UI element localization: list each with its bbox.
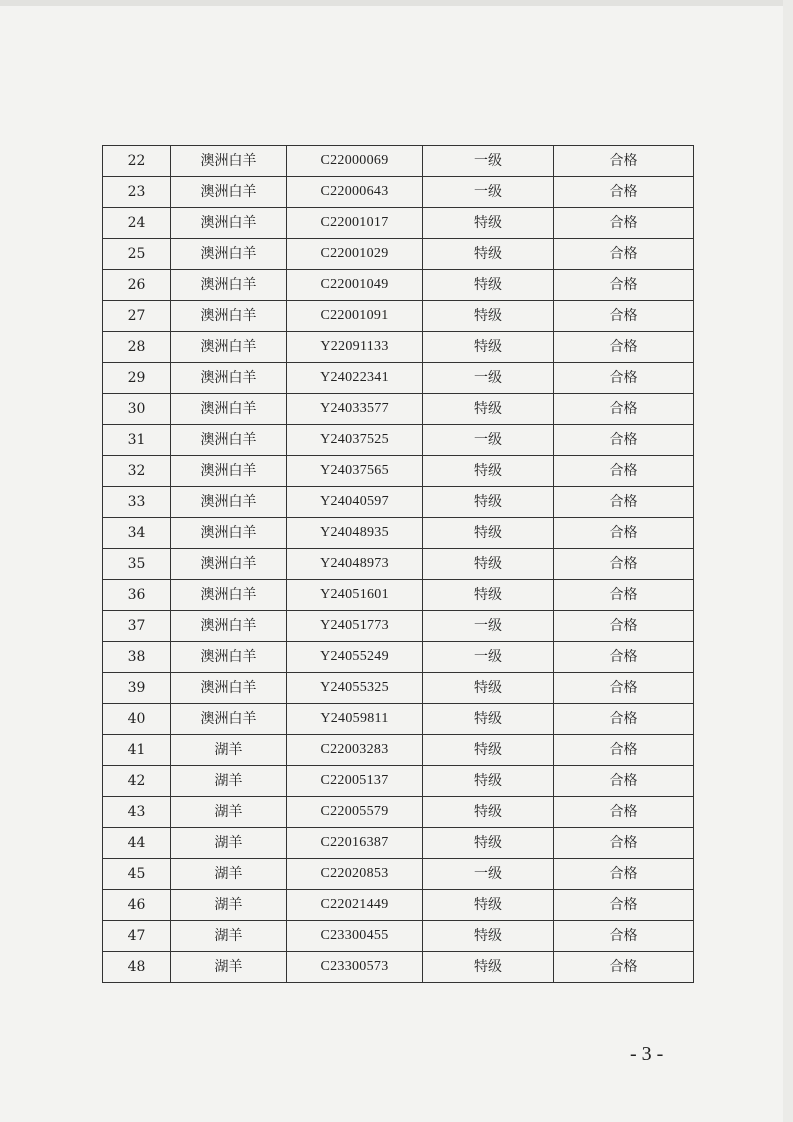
sheep-id-cell: C22001017 bbox=[287, 208, 423, 239]
sheep-id-cell: C22001091 bbox=[287, 301, 423, 332]
breed-cell: 澳洲白羊 bbox=[171, 239, 287, 270]
grade-cell: 特级 bbox=[423, 394, 554, 425]
table-row bbox=[103, 797, 694, 828]
page-number: - 3 - bbox=[630, 1043, 664, 1065]
grade-cell: 特级 bbox=[423, 797, 554, 828]
table-row bbox=[103, 735, 694, 766]
grade-cell: 特级 bbox=[423, 735, 554, 766]
sheep-grading-table bbox=[102, 145, 694, 983]
table-row bbox=[103, 301, 694, 332]
row-number-cell: 41 bbox=[103, 735, 171, 766]
grade-cell: 特级 bbox=[423, 549, 554, 580]
row-number-cell: 23 bbox=[103, 177, 171, 208]
breed-cell: 澳洲白羊 bbox=[171, 332, 287, 363]
row-number-cell: 27 bbox=[103, 301, 171, 332]
table-row bbox=[103, 704, 694, 735]
breed-cell: 澳洲白羊 bbox=[171, 208, 287, 239]
result-cell: 合格 bbox=[554, 673, 694, 704]
row-number-cell: 44 bbox=[103, 828, 171, 859]
row-number-cell: 26 bbox=[103, 270, 171, 301]
grade-cell: 特级 bbox=[423, 518, 554, 549]
row-number-cell: 28 bbox=[103, 332, 171, 363]
breed-cell: 澳洲白羊 bbox=[171, 177, 287, 208]
breed-cell: 澳洲白羊 bbox=[171, 301, 287, 332]
breed-cell: 湖羊 bbox=[171, 828, 287, 859]
row-number-cell: 47 bbox=[103, 921, 171, 952]
grade-cell: 特级 bbox=[423, 704, 554, 735]
result-cell: 合格 bbox=[554, 332, 694, 363]
breed-cell: 湖羊 bbox=[171, 735, 287, 766]
grade-cell: 特级 bbox=[423, 487, 554, 518]
grade-cell: 特级 bbox=[423, 673, 554, 704]
table-row bbox=[103, 642, 694, 673]
result-cell: 合格 bbox=[554, 580, 694, 611]
grade-cell: 一级 bbox=[423, 611, 554, 642]
grade-cell: 一级 bbox=[423, 859, 554, 890]
grade-cell: 特级 bbox=[423, 301, 554, 332]
table-row bbox=[103, 673, 694, 704]
result-cell: 合格 bbox=[554, 394, 694, 425]
row-number-cell: 25 bbox=[103, 239, 171, 270]
grade-cell: 特级 bbox=[423, 456, 554, 487]
table-row bbox=[103, 766, 694, 797]
breed-cell: 澳洲白羊 bbox=[171, 673, 287, 704]
grade-cell: 特级 bbox=[423, 580, 554, 611]
table-row bbox=[103, 177, 694, 208]
table-row bbox=[103, 487, 694, 518]
grade-cell: 一级 bbox=[423, 177, 554, 208]
grade-cell: 特级 bbox=[423, 766, 554, 797]
breed-cell: 湖羊 bbox=[171, 766, 287, 797]
result-cell: 合格 bbox=[554, 363, 694, 394]
breed-cell: 澳洲白羊 bbox=[171, 487, 287, 518]
result-cell: 合格 bbox=[554, 611, 694, 642]
row-number-cell: 24 bbox=[103, 208, 171, 239]
result-cell: 合格 bbox=[554, 766, 694, 797]
result-cell: 合格 bbox=[554, 828, 694, 859]
row-number-cell: 39 bbox=[103, 673, 171, 704]
row-number-cell: 29 bbox=[103, 363, 171, 394]
table-row bbox=[103, 425, 694, 456]
breed-cell: 澳洲白羊 bbox=[171, 549, 287, 580]
grade-cell: 一级 bbox=[423, 642, 554, 673]
result-cell: 合格 bbox=[554, 549, 694, 580]
page-right-edge bbox=[783, 0, 793, 1122]
breed-cell: 澳洲白羊 bbox=[171, 270, 287, 301]
result-cell: 合格 bbox=[554, 177, 694, 208]
grade-cell: 特级 bbox=[423, 332, 554, 363]
result-cell: 合格 bbox=[554, 518, 694, 549]
sheep-id-cell: C22000069 bbox=[287, 146, 423, 177]
row-number-cell: 45 bbox=[103, 859, 171, 890]
sheep-id-cell: Y24055325 bbox=[287, 673, 423, 704]
grade-cell: 特级 bbox=[423, 921, 554, 952]
row-number-cell: 42 bbox=[103, 766, 171, 797]
grade-cell: 一级 bbox=[423, 425, 554, 456]
sheep-id-cell: Y24037565 bbox=[287, 456, 423, 487]
table-row bbox=[103, 921, 694, 952]
table-row bbox=[103, 456, 694, 487]
sheep-id-cell: Y24037525 bbox=[287, 425, 423, 456]
grade-cell: 特级 bbox=[423, 890, 554, 921]
row-number-cell: 36 bbox=[103, 580, 171, 611]
result-cell: 合格 bbox=[554, 859, 694, 890]
table-row bbox=[103, 518, 694, 549]
table-row bbox=[103, 580, 694, 611]
row-number-cell: 37 bbox=[103, 611, 171, 642]
result-cell: 合格 bbox=[554, 487, 694, 518]
breed-cell: 澳洲白羊 bbox=[171, 394, 287, 425]
row-number-cell: 48 bbox=[103, 952, 171, 983]
result-cell: 合格 bbox=[554, 952, 694, 983]
table-row bbox=[103, 270, 694, 301]
table-row bbox=[103, 828, 694, 859]
result-cell: 合格 bbox=[554, 270, 694, 301]
sheep-id-cell: C22001049 bbox=[287, 270, 423, 301]
sheep-id-cell: C22020853 bbox=[287, 859, 423, 890]
table-row bbox=[103, 332, 694, 363]
breed-cell: 湖羊 bbox=[171, 859, 287, 890]
result-cell: 合格 bbox=[554, 735, 694, 766]
grade-cell: 一级 bbox=[423, 146, 554, 177]
result-cell: 合格 bbox=[554, 642, 694, 673]
breed-cell: 澳洲白羊 bbox=[171, 456, 287, 487]
sheep-id-cell: C23300455 bbox=[287, 921, 423, 952]
grade-cell: 特级 bbox=[423, 239, 554, 270]
breed-cell: 澳洲白羊 bbox=[171, 363, 287, 394]
grade-cell: 特级 bbox=[423, 952, 554, 983]
sheep-id-cell: Y24051601 bbox=[287, 580, 423, 611]
breed-cell: 湖羊 bbox=[171, 797, 287, 828]
sheep-id-cell: C23300573 bbox=[287, 952, 423, 983]
sheep-id-cell: Y24048973 bbox=[287, 549, 423, 580]
sheep-id-cell: Y24048935 bbox=[287, 518, 423, 549]
breed-cell: 澳洲白羊 bbox=[171, 611, 287, 642]
breed-cell: 湖羊 bbox=[171, 890, 287, 921]
grade-cell: 特级 bbox=[423, 270, 554, 301]
result-cell: 合格 bbox=[554, 456, 694, 487]
result-cell: 合格 bbox=[554, 704, 694, 735]
table-body bbox=[103, 146, 694, 983]
sheep-id-cell: C22005579 bbox=[287, 797, 423, 828]
table-row bbox=[103, 363, 694, 394]
sheep-id-cell: Y24022341 bbox=[287, 363, 423, 394]
result-cell: 合格 bbox=[554, 890, 694, 921]
table-row bbox=[103, 549, 694, 580]
breed-cell: 澳洲白羊 bbox=[171, 704, 287, 735]
result-cell: 合格 bbox=[554, 301, 694, 332]
result-cell: 合格 bbox=[554, 146, 694, 177]
table-row bbox=[103, 611, 694, 642]
row-number-cell: 34 bbox=[103, 518, 171, 549]
row-number-cell: 38 bbox=[103, 642, 171, 673]
sheep-id-cell: Y22091133 bbox=[287, 332, 423, 363]
page-top-edge bbox=[0, 0, 793, 6]
row-number-cell: 40 bbox=[103, 704, 171, 735]
sheep-id-cell: Y24059811 bbox=[287, 704, 423, 735]
row-number-cell: 32 bbox=[103, 456, 171, 487]
sheep-id-cell: Y24040597 bbox=[287, 487, 423, 518]
row-number-cell: 35 bbox=[103, 549, 171, 580]
breed-cell: 澳洲白羊 bbox=[171, 642, 287, 673]
sheep-id-cell: C22000643 bbox=[287, 177, 423, 208]
grade-cell: 特级 bbox=[423, 828, 554, 859]
table-row bbox=[103, 859, 694, 890]
sheep-id-cell: Y24055249 bbox=[287, 642, 423, 673]
breed-cell: 澳洲白羊 bbox=[171, 518, 287, 549]
table-row bbox=[103, 146, 694, 177]
row-number-cell: 43 bbox=[103, 797, 171, 828]
sheep-id-cell: C22003283 bbox=[287, 735, 423, 766]
breed-cell: 湖羊 bbox=[171, 921, 287, 952]
table-row bbox=[103, 890, 694, 921]
result-cell: 合格 bbox=[554, 208, 694, 239]
sheep-id-cell: C22016387 bbox=[287, 828, 423, 859]
sheep-id-cell: C22005137 bbox=[287, 766, 423, 797]
result-cell: 合格 bbox=[554, 239, 694, 270]
result-cell: 合格 bbox=[554, 921, 694, 952]
row-number-cell: 31 bbox=[103, 425, 171, 456]
sheep-id-cell: Y24033577 bbox=[287, 394, 423, 425]
table-row bbox=[103, 394, 694, 425]
breed-cell: 澳洲白羊 bbox=[171, 146, 287, 177]
table-row bbox=[103, 208, 694, 239]
result-cell: 合格 bbox=[554, 797, 694, 828]
row-number-cell: 30 bbox=[103, 394, 171, 425]
sheep-id-cell: C22001029 bbox=[287, 239, 423, 270]
table-row bbox=[103, 239, 694, 270]
result-cell: 合格 bbox=[554, 425, 694, 456]
table-row bbox=[103, 952, 694, 983]
sheep-id-cell: C22021449 bbox=[287, 890, 423, 921]
breed-cell: 澳洲白羊 bbox=[171, 425, 287, 456]
grade-cell: 一级 bbox=[423, 363, 554, 394]
row-number-cell: 33 bbox=[103, 487, 171, 518]
sheep-id-cell: Y24051773 bbox=[287, 611, 423, 642]
row-number-cell: 46 bbox=[103, 890, 171, 921]
breed-cell: 澳洲白羊 bbox=[171, 580, 287, 611]
grade-cell: 特级 bbox=[423, 208, 554, 239]
breed-cell: 湖羊 bbox=[171, 952, 287, 983]
row-number-cell: 22 bbox=[103, 146, 171, 177]
